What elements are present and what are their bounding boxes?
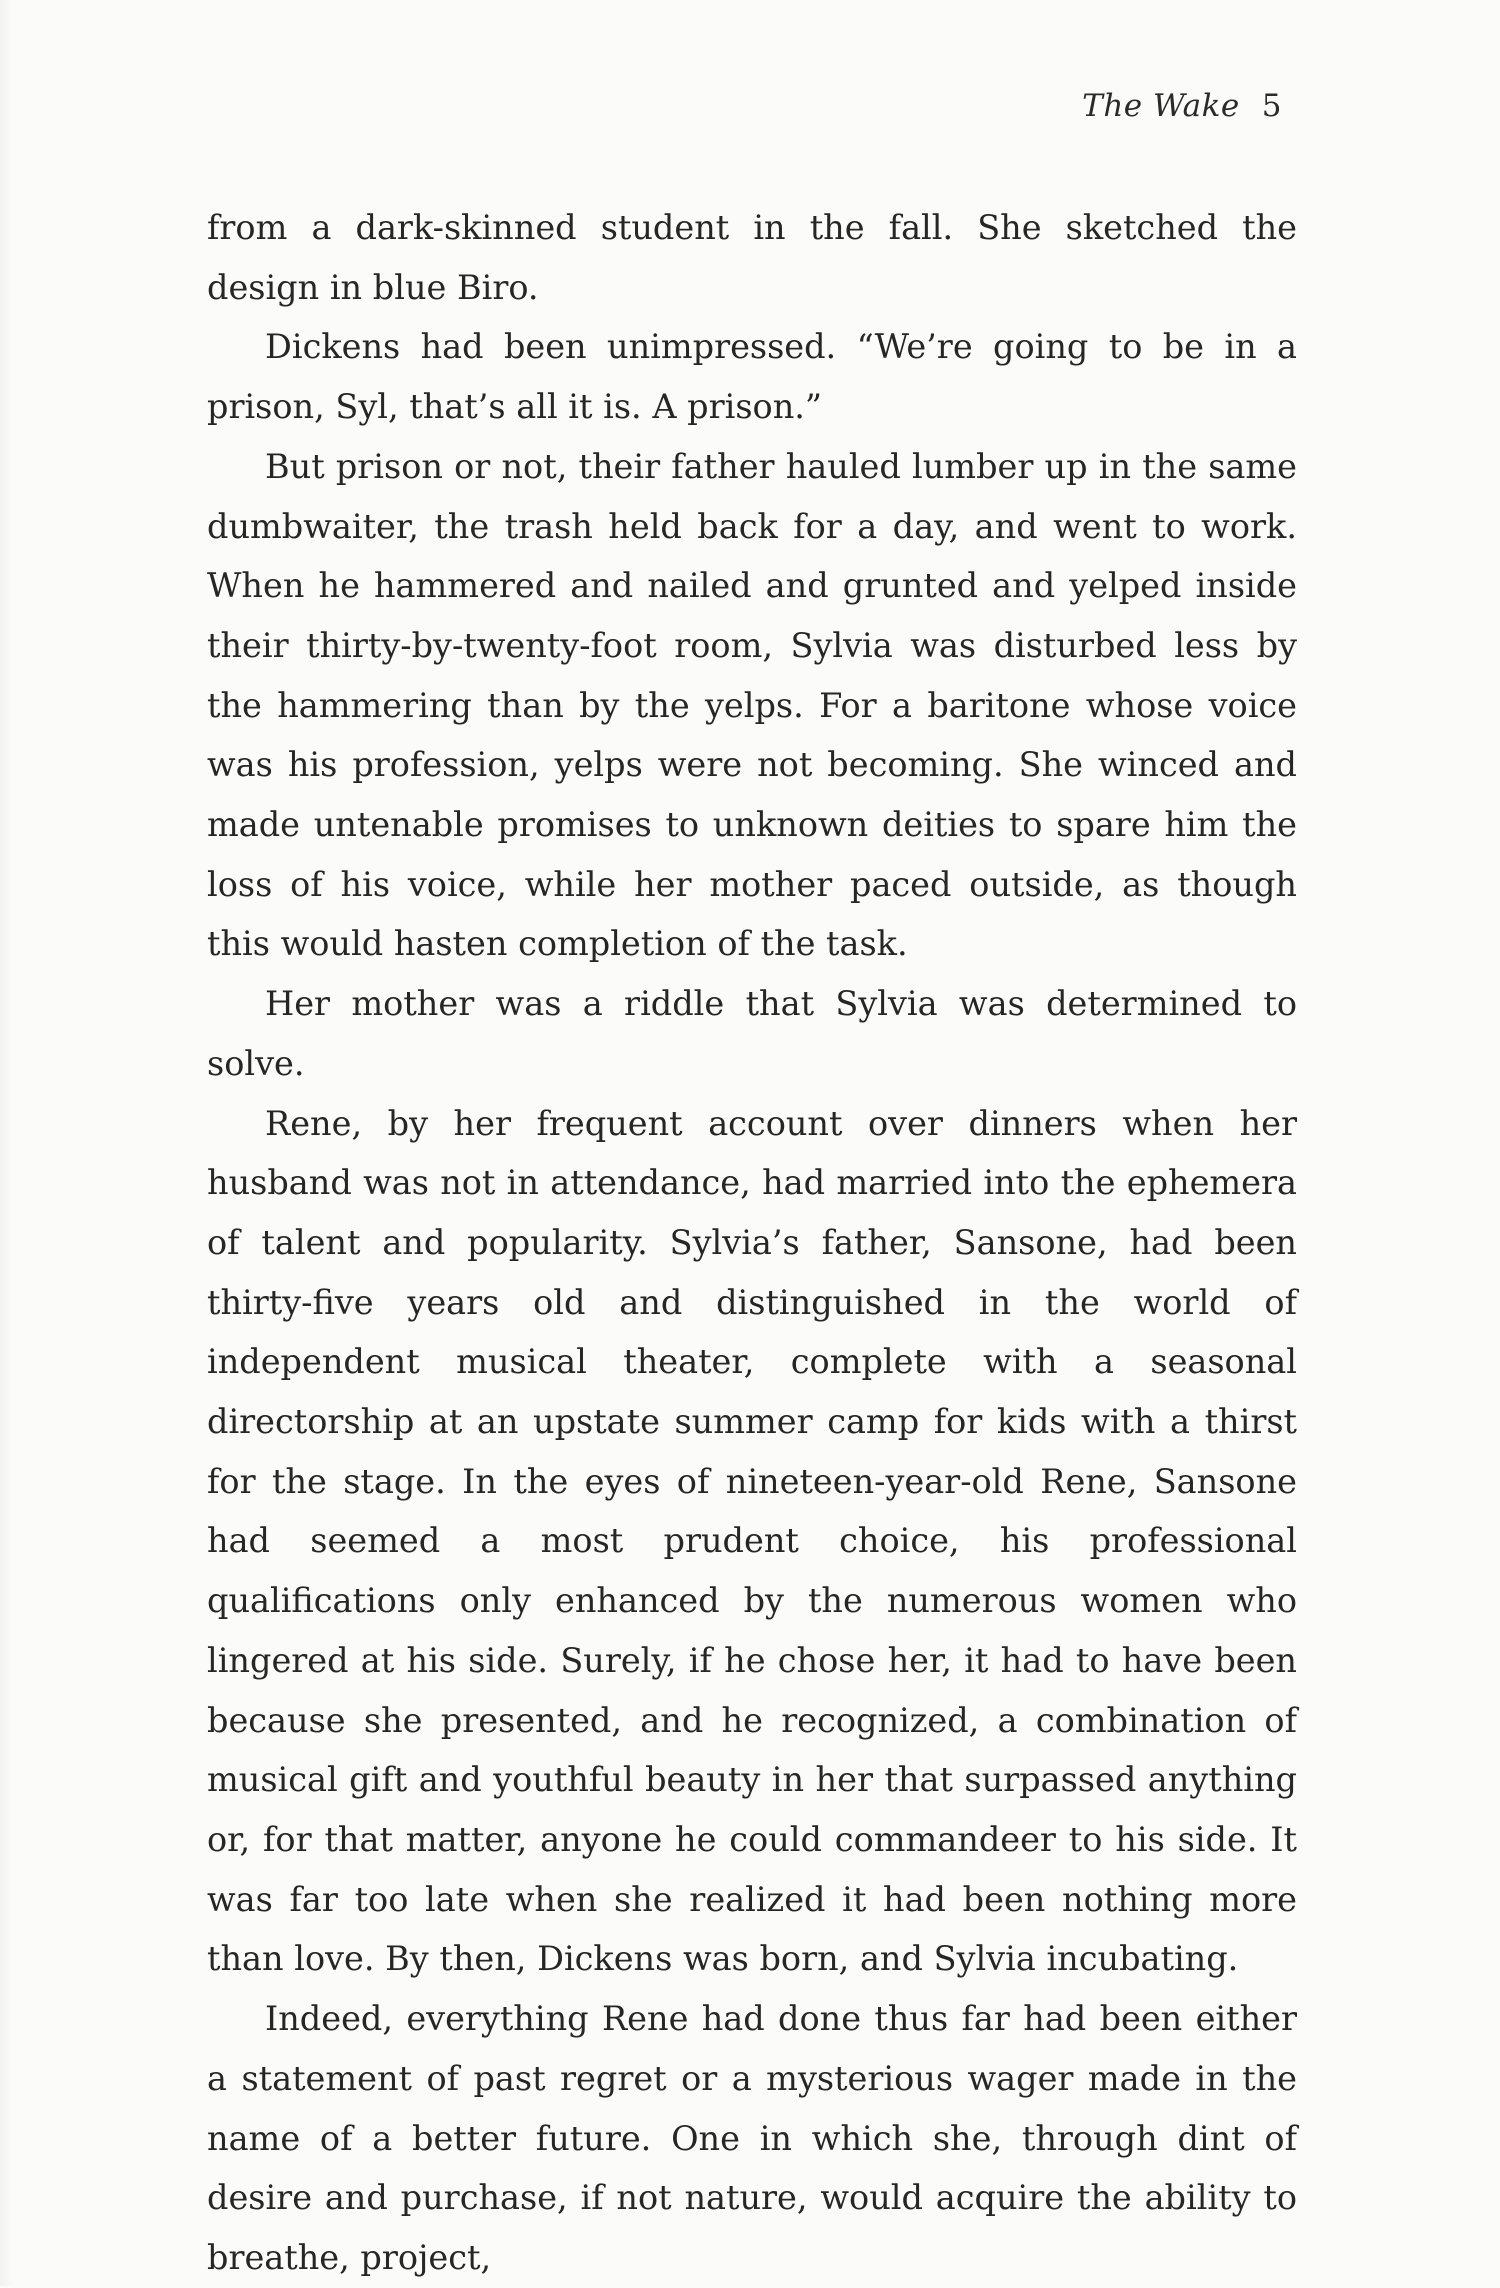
body-text bbox=[207, 198, 1297, 2288]
running-title: The Wake bbox=[1082, 88, 1240, 124]
paragraph: Indeed, everything Rene had done thus far had been either a statement of past regret or a mysterious wager made in the name of a better future. One in which she, through dint of desire and purchase, if not nature, would acquire the ability to breathe, project, bbox=[207, 1999, 1297, 2277]
paragraph: Her mother was a riddle that Sylvia was determined to solve. bbox=[207, 984, 1297, 1083]
paragraph: Dickens had been unimpressed. “We’re going to be in a prison, Syl, that’s all it is. A prison.” bbox=[207, 327, 1297, 427]
paragraph: Rene, by her frequent account over dinners when her husband was not in attendance, had married into the ephemera of talent and popularity. Sylvia’s father, Sansone, had been thirty-five years old and distinguished in the world of independent musical theater, complete with a seasonal directorship at an upstate summer camp for kids with a thirst for the stage. In the eyes of nineteen-year-old Rene, Sansone had seemed a most prudent choice, his professional qualifications only enhanced by the numerous women who lingered at his side. Surely, if he chose her, it had to have been because she presented, and he recognized, a combination of musical gift and youthful beauty in her that surpassed anything or, for that matter, anyone he could commandeer to his side. It was far too late when she realized it had been nothing more than love. By then, Dickens was born, and Sylvia incubating. bbox=[207, 1103, 1297, 1979]
page-number: 5 bbox=[1261, 88, 1282, 124]
running-head bbox=[1082, 88, 1282, 124]
paragraph: But prison or not, their father hauled lumber up in the same dumbwaiter, the trash held back for a day, and went to work. When he hammered and nailed and grunted and yelped inside their thirty-by-twenty-foot room, Sylvia was disturbed less by the hammering than by the yelps. For a baritone whose voice was his profession, yelps were not becoming. She winced and made untenable promises to unknown deities to spare him the loss of his voice, while her mother paced outside, as though this would hasten completion of the task. bbox=[207, 446, 1297, 964]
paragraph: from a dark-skinned student in the fall. She sketched the design in blue Biro. bbox=[207, 208, 1297, 307]
